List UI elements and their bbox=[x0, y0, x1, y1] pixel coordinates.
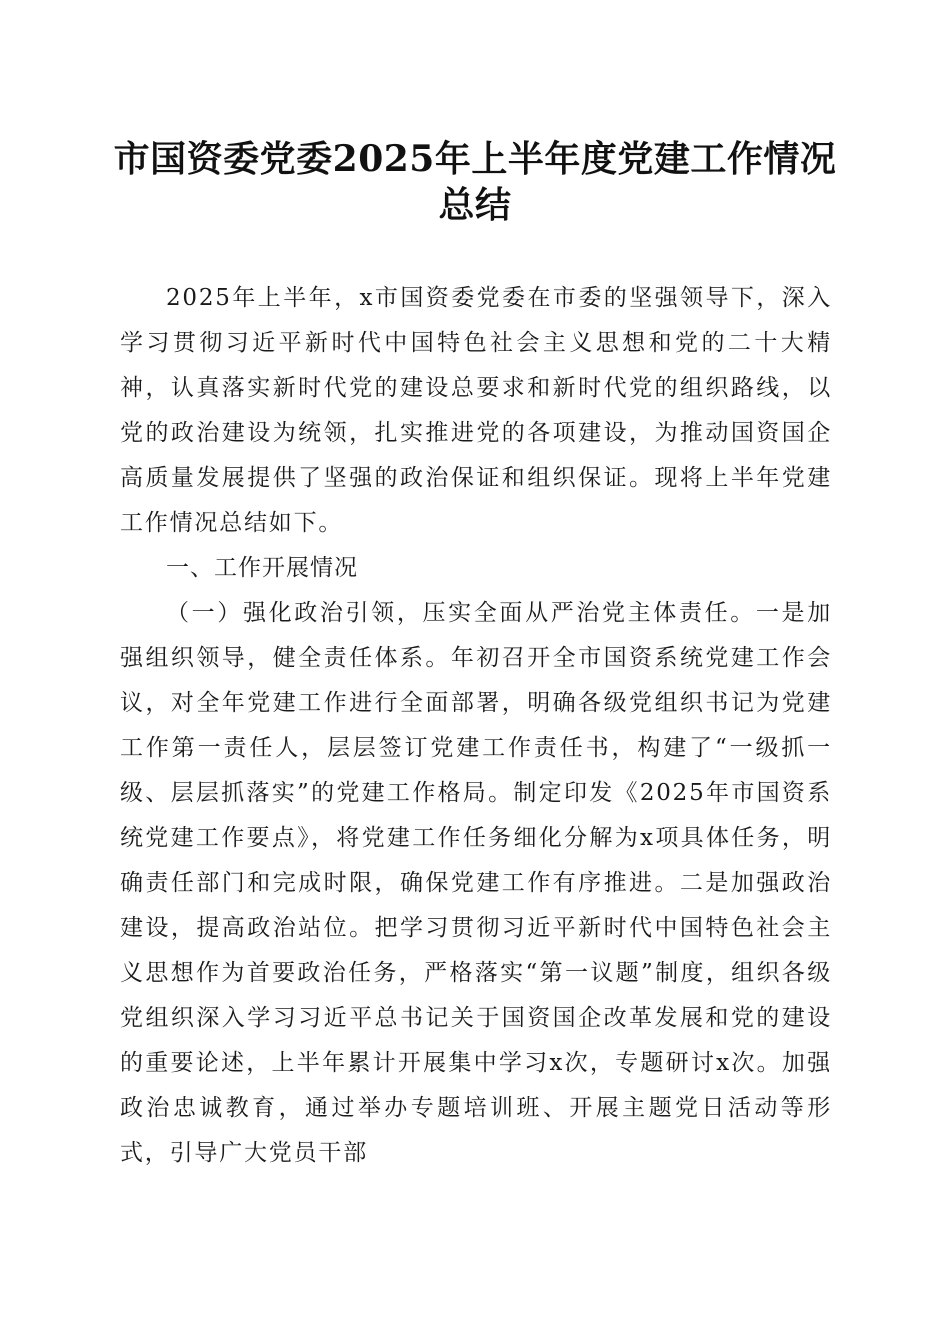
subsection-body: 一是加强组织领导，健全责任体系。年初召开全市国资系统党建工作会议，对全年党建工作进行全面部署，明确各级党组织书记为党建工作第一责任人，层层签订党建工作责任书，构建了“一级抓一级、层层抓落实”的党建工作格局。制定印发《2025年市国资系统党建工作要点》，将党建工作任务细化分解为x项具体任务，明确责任部门和完成时限，确保党建工作有序推进。二是加强政治建设，提高政治站位。把学习贯彻习近平新时代中国特色社会主义思想作为首要政治任务，严格落实“第一议题”制度，组织各级党组织深入学习习近平总书记关于国资国企改革发展和党的建设的重要论述，上半年累计开展集中学习x次，专题研讨x次。加强政治忠诚教育，通过举办专题培训班、开展主题党日活动等形式，引导广大党员干部 bbox=[120, 600, 833, 1166]
title-line-1: 市国资委党委2025年上半年度党建工作情况 bbox=[113, 138, 837, 180]
title-line-2: 总结 bbox=[438, 184, 512, 226]
subsection-paragraph bbox=[120, 591, 832, 1176]
intro-paragraph: 2025年上半年，x市国资委党委在市委的坚强领导下，深入学习贯彻习近平新时代中国特色社会主义思想和党的二十大精神，认真落实新时代党的建设总要求和新时代党的组织路线，以党的政治建设为统领，扎实推进党的各项建设，为推动国资国企高质量发展提供了坚强的政治保证和组织保证。现将上半年党建工作情况总结如下。 bbox=[120, 285, 832, 536]
document-title bbox=[100, 136, 850, 228]
section-heading: 一、工作开展情况 bbox=[166, 555, 358, 581]
subsection-heading: （一）强化政治引领，压实全面从严治党主体责任。 bbox=[166, 600, 756, 626]
document-body bbox=[120, 276, 832, 1176]
